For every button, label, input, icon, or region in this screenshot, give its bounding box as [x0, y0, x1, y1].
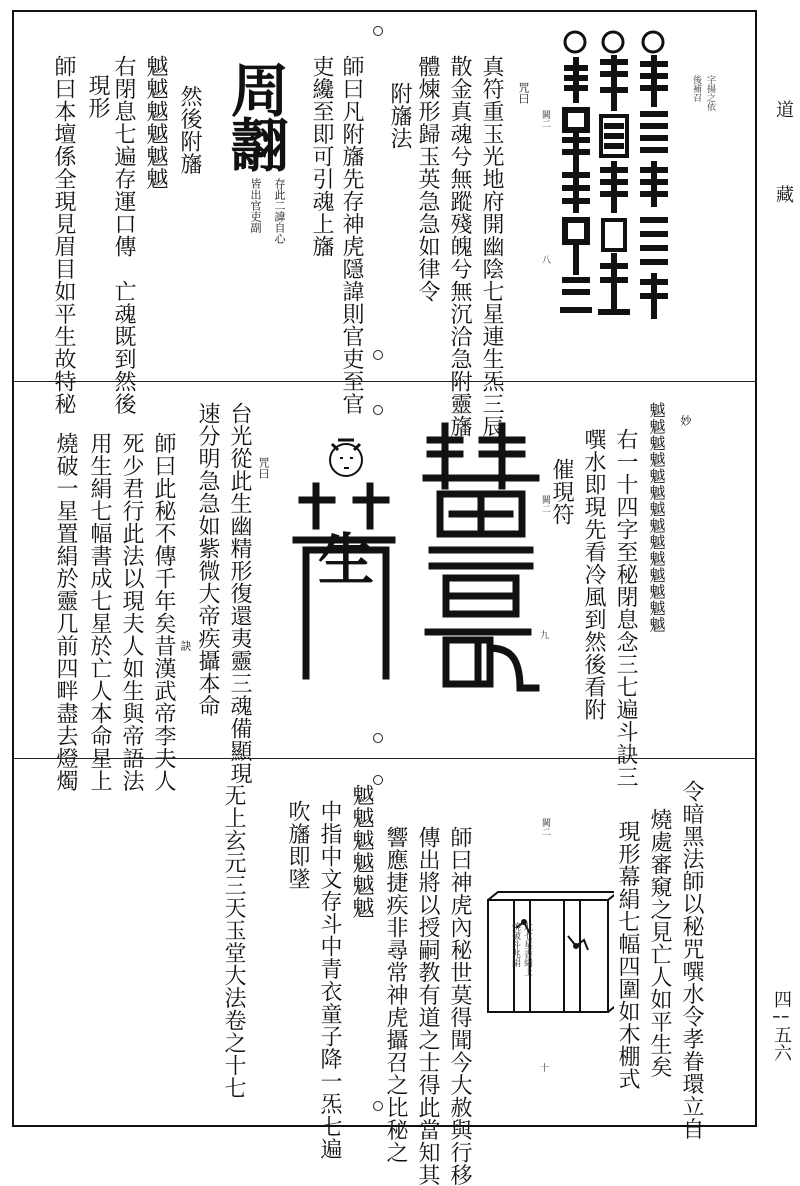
text-column: 吹旛即墜: [285, 800, 310, 890]
text-column: 台光從此生幽精形復還夷靈三魂備顯現: [227, 402, 252, 785]
screen-diagram: [484, 888, 614, 1018]
note: 後補召: [691, 75, 701, 102]
subsection-heading: 催現符: [549, 458, 574, 526]
text-column: 速分明急急如紫微大帝疾攝本命: [195, 402, 220, 717]
figure-glyph: 生: [309, 530, 375, 584]
talisman-1: [555, 30, 683, 330]
text-column: 師曰此秘不傳千年矣昔漢武帝李夫人: [151, 432, 176, 792]
binding-hole: [373, 405, 383, 415]
note: 存此二諱自心: [273, 178, 286, 244]
text-column: 真符重玉光地府開幽陰七星連生炁三辰: [479, 55, 504, 438]
volume-colophon: 无上玄元三天玉堂大法卷之十七: [221, 784, 246, 1099]
text-column: 師曰神虎內秘世莫得聞今大赦與行移: [447, 826, 472, 1186]
text-column: 死少君行此法以現夫人如生與帝語法: [119, 432, 144, 792]
binding-hole: [373, 775, 383, 785]
note: 訣: [179, 640, 192, 651]
text-column: 師曰凡附旛先存神虎隱諱則官吏至官: [339, 55, 364, 415]
subsection-heading: 附旛法: [387, 82, 412, 150]
page-number: 四 ¦ 五六: [771, 990, 792, 1062]
text-column: 師曰本壇係全現見眉目如平生故特秘: [51, 55, 76, 415]
text-column: 傳出將以授嗣教有道之士得此當知其: [415, 826, 440, 1186]
text-column: 然後附旛: [177, 85, 202, 175]
leaf-number: 十: [538, 1063, 548, 1072]
text-column: 散金真魂兮無蹤殘魄兮無沉洽急附靈旛: [447, 55, 472, 438]
text-column: 用生絹七幅書成七星於亡人本命星上: [87, 432, 112, 792]
note: 皆出官吏副: [249, 178, 262, 233]
note: 字揚之依: [705, 75, 715, 111]
diagram-label: 燒破斗兆絹: [510, 922, 520, 967]
binding-hole: [373, 26, 383, 36]
text-column: 魆魆魆魆魆魆: [143, 55, 168, 190]
text-column: 現形幕絹七幅四圍如木棚式: [615, 820, 640, 1090]
text-column: 右閉息七遍存運口傳 亡魂既到然後: [111, 55, 136, 415]
leaf-number: 九: [538, 630, 548, 639]
text-column: 現形: [85, 74, 110, 119]
text-column: 燒破一星置絹於靈几前四畔盡去燈燭: [53, 432, 78, 792]
text-column: 吏纔至即可引魂上旛: [309, 55, 334, 258]
text-column: 右一十四字至秘閉息念三七遍斗訣三: [613, 428, 638, 788]
gap-mark: 闕二: [540, 818, 550, 836]
text-column: 魆魆魆魆魆魆魆魆魆魆魆魆魆魆: [647, 402, 666, 633]
text-column: 燒處審窺之見亡人如平生矣: [647, 808, 672, 1078]
text-column: 響應捷疾非尋常神虎攝召之比秘之: [383, 826, 408, 1164]
text-column: 令暗黑法師以秘咒噀水令孝眷環立自: [679, 780, 704, 1140]
section-mark: 妙: [679, 415, 692, 426]
large-glyph: 翿: [221, 115, 289, 171]
series-title-top: 道: [773, 100, 794, 118]
diagram-label: 北七星書絹上: [522, 922, 532, 976]
talisman-2: [422, 418, 540, 698]
binding-hole: [373, 350, 383, 360]
section-mark-spell: 咒曰: [517, 82, 530, 104]
large-glyph: 周: [221, 60, 289, 116]
gap-mark: 闕二: [540, 110, 550, 128]
section-mark-spell: 咒曰: [257, 457, 270, 479]
series-title-bottom: 藏: [773, 185, 794, 203]
leaf-number: 八: [540, 255, 550, 264]
gap-mark: 闕二: [540, 495, 550, 513]
text-column: 體煉形歸玉英急急如律令: [415, 55, 440, 303]
binding-hole: [373, 733, 383, 743]
text-column: 魆魆魆魆魆魆: [349, 784, 374, 919]
binding-hole: [373, 1101, 383, 1111]
text-column: 噀水即現先看冷風到然後看附: [581, 428, 606, 721]
text-column: 中指中文存斗中青衣童子降一炁七遍: [317, 800, 342, 1160]
